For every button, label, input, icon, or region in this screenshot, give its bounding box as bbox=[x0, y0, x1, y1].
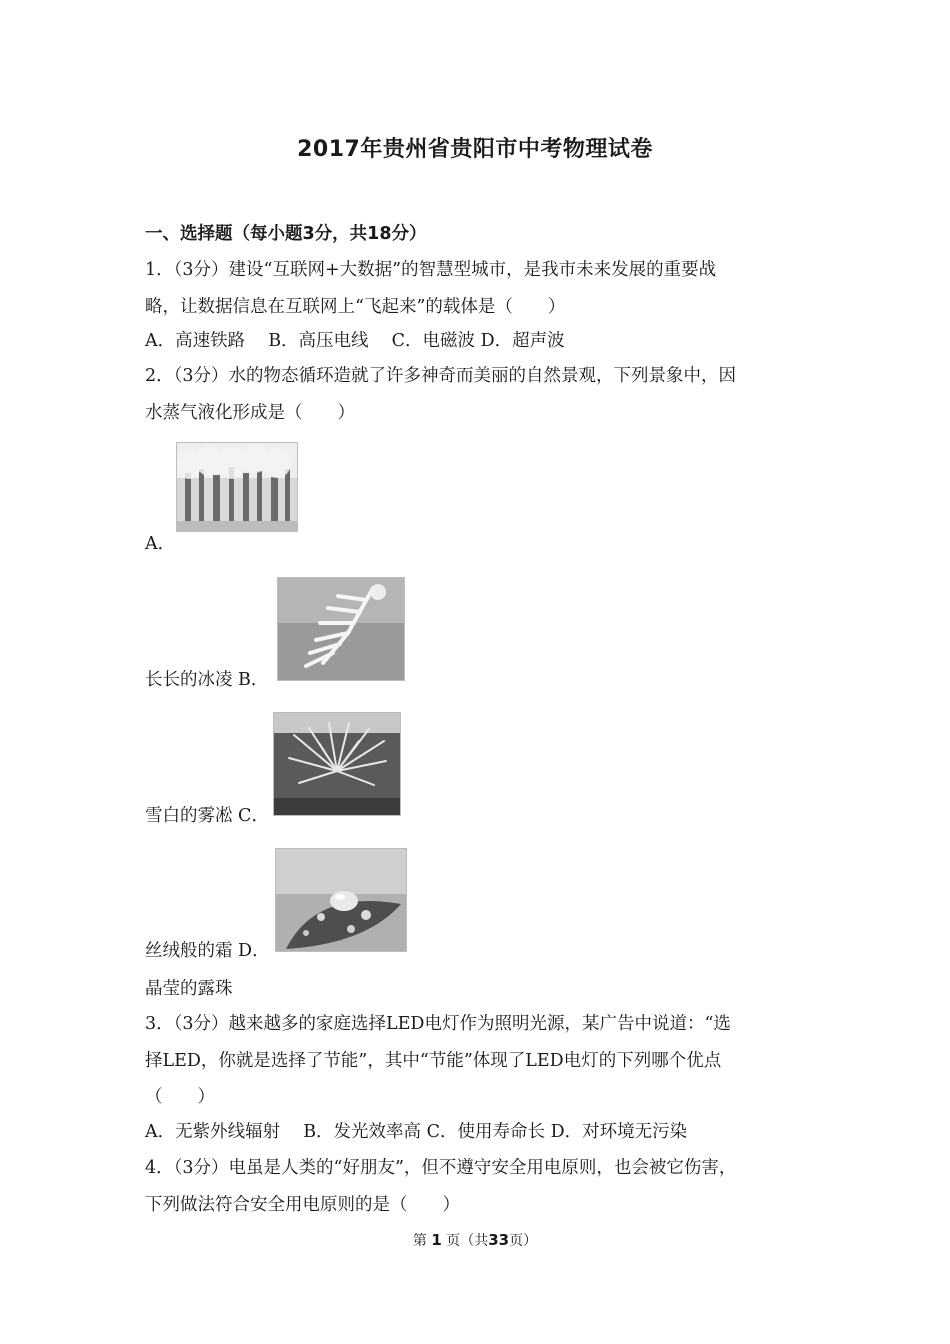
question-3-options: A．无紫外线辐射 B．发光效率高 C．使用寿命长 D．对环境无污染 bbox=[145, 1122, 688, 1142]
question-1-text-line1: 1．（3分）建设“互联网+大数据”的智慧型城市，是我市未来发展的重要战 bbox=[145, 260, 717, 280]
option-d-caption: 晶莹的露珠 bbox=[145, 979, 233, 999]
question-1-text-line2: 略，让数据信息在互联网上“飞起来”的载体是（ ） bbox=[145, 297, 566, 317]
section-heading: 一、选择题（每小题3分，共18分） bbox=[145, 224, 427, 244]
option-d-label: 丝绒般的霜 D． bbox=[145, 941, 270, 961]
option-a-photo bbox=[176, 442, 298, 532]
option-c-photo bbox=[273, 712, 401, 816]
question-4-text-line2: 下列做法符合安全用电原则的是（ ） bbox=[145, 1195, 460, 1215]
page-footer bbox=[0, 1230, 950, 1250]
footer-middle: 页（共 bbox=[446, 1233, 489, 1249]
question-2-text-line2: 水蒸气液化形成是（ ） bbox=[145, 403, 355, 423]
option-d-photo bbox=[275, 848, 407, 952]
question-1-options: A．高速铁路 B．高压电线 C．电磁波 D．超声波 bbox=[145, 331, 565, 351]
question-3-text-line3: （ ） bbox=[145, 1087, 215, 1107]
option-a-label: A． bbox=[145, 534, 176, 554]
footer-total-pages: 33 bbox=[488, 1231, 510, 1249]
question-3-text-line1: 3．（3分）越来越多的家庭选择LED电灯作为照明光源，某广告中说道：“选 bbox=[145, 1014, 731, 1034]
page-title: 2017年贵州省贵阳市中考物理试卷 bbox=[297, 137, 653, 162]
question-3-text-line2: 择LED，你就是选择了节能”，其中“节能”体现了LED电灯的下列哪个优点 bbox=[145, 1051, 722, 1071]
option-c-label: 雪白的雾凇 C． bbox=[145, 806, 269, 826]
footer-suffix: 页） bbox=[509, 1233, 538, 1249]
footer-page-number: 1 bbox=[431, 1231, 442, 1249]
question-2-text-line1: 2．（3分）水的物态循环造就了许多神奇而美丽的自然景观，下列景象中，因 bbox=[145, 366, 737, 386]
footer-prefix: 第 bbox=[412, 1233, 427, 1249]
option-b-photo bbox=[277, 577, 405, 681]
option-b-label: 长长的冰凌 B． bbox=[145, 670, 269, 690]
question-4-text-line1: 4．（3分）电虽是人类的“好朋友”，但不遵守安全用电原则，也会被它伤害， bbox=[145, 1158, 737, 1178]
